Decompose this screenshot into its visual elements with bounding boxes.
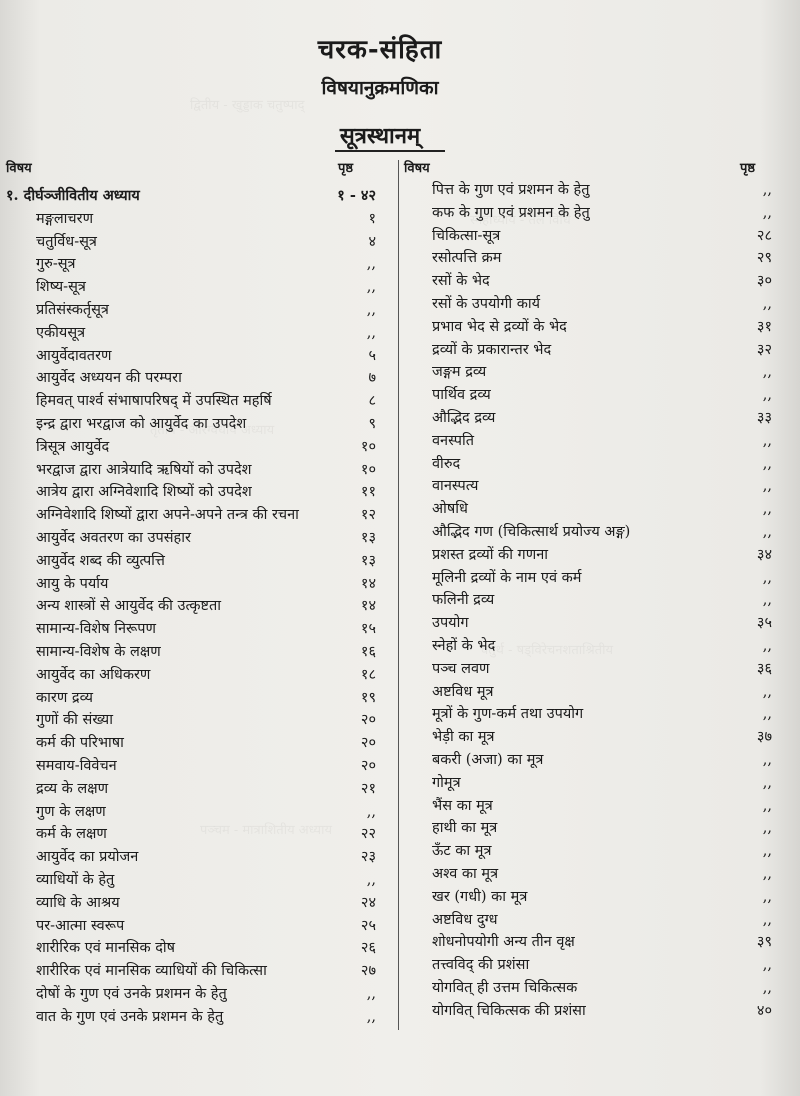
toc-entry-page: २० <box>360 712 376 729</box>
toc-entry-title: त्रिसूत्र आयुर्वेद <box>36 438 110 455</box>
toc-entry-title: हाथी का मूत्र <box>432 820 498 837</box>
toc-entry-page: ,, <box>762 797 772 814</box>
toc-entry <box>6 959 394 983</box>
toc-entry <box>6 617 394 641</box>
toc-entry-title: हिमवत् पार्श्व संभाषापरिषद् में उपस्थित महर्षि <box>36 393 272 410</box>
toc-entry-page: १ <box>368 210 376 227</box>
toc-entry-page: १४ <box>360 598 376 615</box>
toc-entry <box>6 207 394 231</box>
toc-entry-title: गोमूत्र <box>432 774 461 791</box>
toc-entry <box>404 429 774 453</box>
toc-entry-title: गुरु-सूत्र <box>36 256 76 273</box>
toc-entry <box>6 549 394 573</box>
toc-entry-page: ,, <box>366 872 376 888</box>
toc-entry-page: २२ <box>360 826 376 843</box>
toc-entry <box>6 731 394 755</box>
toc-entry-page: २३ <box>360 849 376 866</box>
toc-entry <box>404 315 774 339</box>
toc-entry-title: ऊँट का मूत्र <box>432 843 492 860</box>
toc-entry-page: ,, <box>762 524 772 540</box>
toc-entry-title: अष्टविध मूत्र <box>432 683 494 700</box>
toc-entry-title: औद्भिद द्रव्य <box>432 410 496 426</box>
toc-entry <box>404 885 774 909</box>
toc-entry <box>404 178 774 202</box>
toc-entry <box>6 594 394 618</box>
toc-entry <box>6 868 394 892</box>
toc-entry-page: १० <box>360 438 376 455</box>
toc-entry-title: एकीयसूत्र <box>36 324 86 341</box>
toc-entry-title: सामान्य-विशेष के लक्षण <box>36 644 161 660</box>
toc-entry-page: ,, <box>366 1008 376 1025</box>
toc-entry-page: ,, <box>762 980 772 996</box>
toc-entry-page: ,, <box>762 957 772 974</box>
toc-entry-title: ओषधि <box>432 501 468 518</box>
toc-entry-title: बकरी (अजा) का मूत्र <box>432 752 544 768</box>
toc-entry-title: प्रतिसंस्कर्तृसूत्र <box>36 302 109 318</box>
toc-entry-title: अष्टविध दुग्ध <box>432 911 498 928</box>
toc-entry <box>6 298 394 322</box>
toc-entry <box>404 201 774 225</box>
toc-entry-page: ,, <box>762 364 772 381</box>
toc-entry <box>404 566 774 590</box>
toc-entry-page: २१ <box>360 780 376 797</box>
toc-entry-title: अन्य शास्त्रों से आयुर्वेद की उत्कृष्टता <box>36 598 221 615</box>
toc-entry-page: १४ <box>360 575 376 592</box>
toc-entry-title: आत्रेय द्वारा अग्निवेशादि शिष्यों को उपदेश <box>36 484 252 501</box>
toc-entry-title: चतुर्विध-सूत्र <box>36 233 97 250</box>
toc-entry-title: रसोत्पत्ति क्रम <box>432 250 502 267</box>
toc-entry-page: २५ <box>360 917 376 934</box>
toc-entry-page: ,, <box>366 256 376 273</box>
toc-entry-title: आयु के पर्याय <box>36 575 109 592</box>
toc-entry-title: प्रशस्त द्रव्यों की गणना <box>432 546 549 563</box>
toc-entry <box>6 1005 394 1029</box>
toc-entry-page: ,, <box>762 501 772 518</box>
toc-entry-title: रसों के उपयोगी कार्य <box>432 296 541 312</box>
toc-entry <box>404 452 774 476</box>
toc-entry-page: ३१ <box>756 318 772 335</box>
toc-entry-page: १० <box>360 461 376 478</box>
toc-entry <box>6 800 394 824</box>
toc-entry-title: भेड़ी का मूत्र <box>432 729 495 746</box>
book-title: चरक-संहिता <box>317 35 443 65</box>
toc-entry <box>404 497 774 521</box>
toc-entry-page: ३९ <box>756 934 772 951</box>
toc-entry <box>404 908 774 932</box>
toc-entry-page: ,, <box>762 820 772 837</box>
toc-entry <box>6 230 394 254</box>
toc-entry-title: आयुर्वेद का प्रयोजन <box>36 849 139 866</box>
toc-entry <box>404 725 774 749</box>
toc-entry <box>404 406 774 430</box>
toc-entry-page: ,, <box>762 204 772 221</box>
toc-entry-page: १५ <box>360 621 376 638</box>
toc-entry <box>404 224 774 248</box>
toc-entry <box>404 816 774 840</box>
toc-entry <box>404 474 774 498</box>
toc-entry-page: ,, <box>762 911 772 928</box>
toc-entry-page: १३ <box>360 552 376 569</box>
toc-entry-page: ,, <box>366 324 376 341</box>
toc-entry-page: ,, <box>762 432 772 449</box>
column-divider <box>398 160 399 1030</box>
toc-entry-page: ,, <box>762 182 772 198</box>
toc-entry <box>404 930 774 954</box>
toc-entry-title: भैंस का मूत्र <box>432 797 493 814</box>
toc-entry <box>404 338 774 362</box>
toc-entry-title: पर-आत्मा स्वरूप <box>36 917 125 934</box>
toc-entry <box>6 891 394 915</box>
toc-entry <box>6 344 394 368</box>
toc-entry <box>404 771 774 795</box>
toc-entry <box>404 748 774 772</box>
toc-entry-page: २६ <box>360 940 376 957</box>
toc-entry-title: वनस्पति <box>432 432 475 449</box>
toc-entry <box>404 702 774 726</box>
toc-entry-page: २८ <box>756 227 772 244</box>
toc-entry-page: ,, <box>366 986 376 1002</box>
toc-entry-page: ,, <box>762 592 772 609</box>
toc-entry <box>6 686 394 710</box>
toc-entry-page: ,, <box>762 843 772 860</box>
toc-entry-title: आयुर्वेद अध्ययन की परम्परा <box>36 370 182 387</box>
toc-entry-title: गुणों की संख्या <box>36 712 113 729</box>
toc-entry <box>6 914 394 938</box>
toc-entry <box>6 321 394 345</box>
toc-entry <box>404 588 774 612</box>
toc-entry-page: ७ <box>368 370 376 387</box>
toc-entry-title: मूलिनी द्रव्यों के नाम एवं कर्म <box>432 569 582 586</box>
toc-entry <box>6 640 394 664</box>
toc-entry <box>404 246 774 270</box>
toc-entry-title: पार्थिव द्रव्य <box>432 387 491 404</box>
toc-entry-title: अग्निवेशादि शिष्यों द्वारा अपने-अपने तन्त्र की रचना <box>36 507 299 524</box>
toc-entry <box>6 822 394 846</box>
toc-entry-page: १९ <box>360 689 376 706</box>
toc-entry <box>404 999 774 1023</box>
toc-entry <box>404 862 774 886</box>
toc-entry-page: ४० <box>756 1002 772 1019</box>
toc-entry-page: ,, <box>762 638 772 654</box>
toc-entry-title: वानस्पत्य <box>432 478 479 495</box>
toc-entry-page: ,, <box>762 387 772 404</box>
toc-entry-title: योगवित् चिकित्सक की प्रशंसा <box>432 1002 586 1019</box>
toc-entry-page: २० <box>360 735 376 752</box>
toc-entry <box>404 520 774 544</box>
section-title: सूत्रस्थानम् <box>339 123 421 149</box>
toc-entry-title: कारण द्रव्य <box>36 689 93 706</box>
toc-entry <box>404 360 774 384</box>
toc-entry-page: ३३ <box>756 410 772 426</box>
toc-entry-page: ,, <box>366 803 376 820</box>
toc-entry-title: तत्त्वविद् की प्रशंसा <box>432 957 530 974</box>
toc-entry <box>6 412 394 436</box>
toc-entry-page: ३६ <box>756 660 772 677</box>
toc-entry <box>404 634 774 658</box>
toc-entry-title: आयुर्वेद अवतरण का उपसंहार <box>36 530 191 546</box>
toc-entry-page: ,, <box>762 888 772 905</box>
toc-entry-page: ३० <box>756 273 772 290</box>
toc-entry <box>6 252 394 276</box>
toc-entry <box>6 777 394 801</box>
toc-entry-title: प्रभाव भेद से द्रव्यों के भेद <box>432 318 567 335</box>
toc-entry-title: मूत्रों के गुण-कर्म तथा उपयोग <box>432 706 584 723</box>
toc-entry <box>404 680 774 704</box>
toc-entry-title: पित्त के गुण एवं प्रशमन के हेतु <box>432 182 590 198</box>
toc-entry-title: चिकित्सा-सूत्र <box>432 227 501 244</box>
toc-entry <box>6 572 394 596</box>
toc-entry <box>6 663 394 687</box>
right-subject-header: विषय <box>404 161 430 176</box>
toc-entry <box>6 503 394 527</box>
toc-entry <box>6 936 394 960</box>
toc-entry <box>6 435 394 459</box>
toc-entry-title: वात के गुण एवं उनके प्रशमन के हेतु <box>36 1008 224 1025</box>
toc-entry-page: ५ <box>368 347 376 364</box>
toc-entry-title: मङ्गलाचरण <box>36 210 94 227</box>
toc-entry <box>6 845 394 869</box>
toc-entry-page: १६ <box>360 644 376 660</box>
index-subtitle: विषयानुक्रमणिका <box>321 77 439 99</box>
toc-entry-title: पञ्च लवण <box>432 660 490 677</box>
toc-entry-title: भरद्वाज द्वारा आत्रेयादि ऋषियों को उपदेश <box>36 461 252 478</box>
toc-entry <box>404 976 774 1000</box>
toc-entry-page: ,, <box>366 302 376 318</box>
toc-entry <box>6 366 394 390</box>
toc-entry-page: १८ <box>360 666 376 683</box>
toc-entry <box>404 657 774 681</box>
toc-entry-title: शारीरिक एवं मानसिक दोष <box>36 940 176 957</box>
toc-entry-page: ,, <box>762 706 772 723</box>
toc-entry <box>6 184 394 208</box>
toc-entry-title: कफ के गुण एवं प्रशमन के हेतु <box>432 204 590 221</box>
toc-entry-page: २९ <box>756 250 772 267</box>
toc-entry-page: २४ <box>360 894 376 911</box>
toc-entry <box>404 611 774 635</box>
toc-entry-title: व्याधियों के हेतु <box>36 872 115 888</box>
toc-entry-title: इन्द्र द्वारा भरद्वाज को आयुर्वेद का उपदेश <box>36 416 247 432</box>
toc-entry-title: दोषों के गुण एवं उनके प्रशमन के हेतु <box>36 986 227 1002</box>
toc-entry-page: ,, <box>762 455 772 472</box>
toc-entry-title: गुण के लक्षण <box>36 803 106 820</box>
toc-entry-page: ,, <box>366 279 376 296</box>
toc-entry-page: ,, <box>762 774 772 791</box>
toc-entry <box>6 275 394 299</box>
toc-entry-title: शारीरिक एवं मानसिक व्याधियों की चिकित्सा <box>36 963 267 980</box>
toc-entry <box>6 480 394 504</box>
toc-entry-page: ३७ <box>756 729 772 746</box>
toc-entry <box>404 794 774 818</box>
toc-entry <box>404 543 774 567</box>
toc-entry-page: २७ <box>360 963 376 980</box>
toc-entry <box>404 292 774 316</box>
toc-entry-title: उपयोग <box>432 615 469 632</box>
toc-entry <box>6 754 394 778</box>
toc-entry-title: आयुर्वेदावतरण <box>36 347 112 364</box>
toc-entry <box>404 839 774 863</box>
section-underline <box>335 150 445 152</box>
toc-entry <box>6 982 394 1006</box>
toc-entry-title: समवाय-विवेचन <box>36 758 117 774</box>
toc-entry-page: १ - ४२ <box>337 187 376 204</box>
toc-entry <box>6 708 394 732</box>
toc-entry-page: ३५ <box>756 615 772 632</box>
toc-entry-page: ३२ <box>756 341 772 358</box>
toc-entry-title: व्याधि के आश्रय <box>36 894 120 911</box>
toc-entry-page: १३ <box>360 530 376 546</box>
toc-entry-title: फलिनी द्रव्य <box>432 592 495 609</box>
toc-entry-page: ,, <box>762 866 772 882</box>
toc-entry <box>404 953 774 977</box>
toc-entry-title: १. दीर्घञ्जीवितीय अध्याय <box>6 187 140 204</box>
toc-entry-title: अश्व का मूत्र <box>432 866 499 882</box>
toc-entry-title: शोधनोपयोगी अन्य तीन वृक्ष <box>432 934 575 951</box>
toc-entry-page: ९ <box>368 416 376 432</box>
toc-entry-page: ,, <box>762 752 772 768</box>
toc-entry <box>404 269 774 293</box>
toc-entry-title: द्रव्यों के प्रकारान्तर भेद <box>432 341 552 358</box>
toc-entry-title: रसों के भेद <box>432 273 490 290</box>
toc-entry-page: १२ <box>360 507 376 524</box>
toc-entry <box>6 458 394 482</box>
toc-entry-page: ,, <box>762 569 772 586</box>
toc-entry-page: ३४ <box>756 546 772 563</box>
toc-entry-page: ,, <box>762 683 772 700</box>
toc-entry <box>404 383 774 407</box>
toc-entry-title: औद्भिद गण (चिकित्सार्थ प्रयोज्य अङ्ग) <box>432 524 631 540</box>
left-page-header: पृष्ठ <box>338 161 354 176</box>
toc-entry-page: ,, <box>762 296 772 312</box>
toc-entry-title: द्रव्य के लक्षण <box>36 780 109 797</box>
toc-entry-title: योगवित् ही उत्तम चिकित्सक <box>432 980 578 996</box>
toc-entry-title: स्नेहों के भेद <box>432 638 496 654</box>
toc-entry-title: खर (गधी) का मूत्र <box>432 888 528 905</box>
toc-entry-title: आयुर्वेद शब्द की व्युत्पत्ति <box>36 552 165 569</box>
toc-entry-title: सामान्य-विशेष निरूपण <box>36 621 157 638</box>
toc-entry-title: कर्म की परिभाषा <box>36 735 124 752</box>
toc-entry-page: ,, <box>762 478 772 495</box>
toc-entry <box>6 526 394 550</box>
toc-entry-page: २० <box>360 758 376 774</box>
toc-entry-title: वीरुद <box>432 455 461 472</box>
toc-entry-title: शिष्य-सूत्र <box>36 279 86 296</box>
left-subject-header: विषय <box>6 161 32 176</box>
toc-entry-title: कर्म के लक्षण <box>36 826 107 843</box>
toc-entry <box>6 389 394 413</box>
toc-entry-title: आयुर्वेद का अधिकरण <box>36 666 151 683</box>
toc-entry-page: ४ <box>368 233 376 250</box>
right-page-header: पृष्ठ <box>740 161 756 176</box>
toc-entry-page: ११ <box>360 484 376 501</box>
toc-entry-title: जङ्गम द्रव्य <box>432 364 487 381</box>
toc-entry-page: ८ <box>368 393 376 410</box>
